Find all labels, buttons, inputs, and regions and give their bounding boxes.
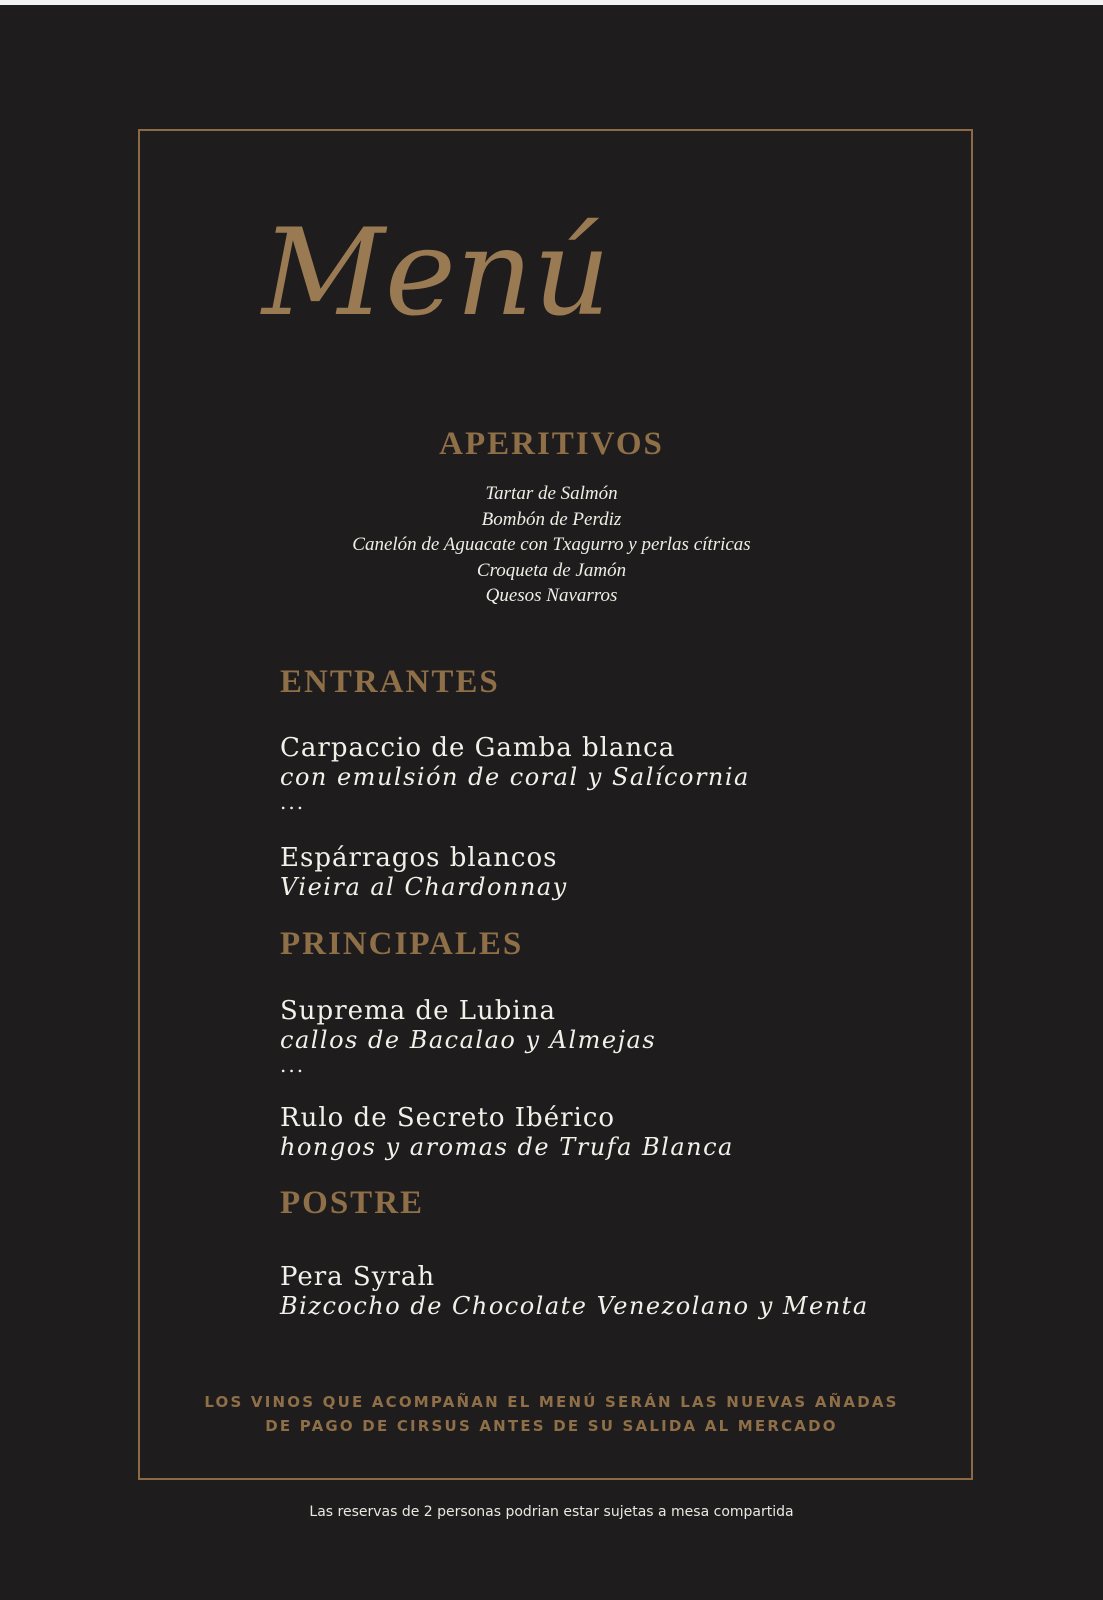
dish-pera-syrah xyxy=(280,1262,869,1320)
dish-name: Carpaccio de Gamba blanca xyxy=(280,733,676,763)
aperitivos-heading: APERITIVOS xyxy=(439,426,664,462)
dish-description: callos de Bacalao y Almejas xyxy=(280,1026,657,1054)
postre-heading: POSTRE xyxy=(280,1185,425,1221)
dish-esparragos xyxy=(280,843,568,901)
dish-name: Espárragos blancos xyxy=(280,843,558,873)
dish-name: Rulo de Secreto Ibérico xyxy=(280,1103,616,1133)
wine-note xyxy=(0,1390,1103,1438)
top-strip xyxy=(0,0,1103,5)
menu-title xyxy=(262,196,682,376)
dish-separator: ... xyxy=(280,790,306,814)
reservation-note: Las reservas de 2 personas podrian estar sujetas a mesa compartida xyxy=(309,1504,794,1520)
dish-carpaccio xyxy=(280,733,750,813)
aperitivo-item: Quesos Navarros xyxy=(485,585,618,606)
dish-name: Pera Syrah xyxy=(280,1262,436,1292)
principales-heading: PRINCIPALES xyxy=(280,926,524,962)
dish-name: Suprema de Lubina xyxy=(280,996,556,1026)
aperitivo-item: Tartar de Salmón xyxy=(485,483,618,504)
aperitivos-list xyxy=(0,481,1103,609)
dish-description: Bizcocho de Chocolate Venezolano y Menta xyxy=(280,1292,869,1320)
menu-title-text: Menú xyxy=(262,204,611,343)
dish-separator: ... xyxy=(280,1053,306,1077)
entrantes-heading: ENTRANTES xyxy=(280,664,500,700)
dish-suprema-lubina xyxy=(280,996,656,1076)
dish-description: con emulsión de coral y Salícornia xyxy=(280,763,750,791)
dish-description: hongos y aromas de Trufa Blanca xyxy=(280,1133,734,1161)
dish-rulo-secreto xyxy=(280,1103,734,1161)
aperitivo-item: Bombón de Perdiz xyxy=(481,508,622,530)
aperitivo-item: Canelón de Aguacate con Txagurro y perlas cítricas xyxy=(352,534,751,555)
aperitivo-item: Croqueta de Jamón xyxy=(476,559,627,581)
wine-note-line: DE PAGO DE CIRSUS ANTES DE SU SALIDA AL MERCADO xyxy=(265,1417,838,1435)
dish-description: Vieira al Chardonnay xyxy=(280,873,568,901)
wine-note-line: LOS VINOS QUE ACOMPAÑAN EL MENÚ SERÁN LAS NUEVAS AÑADAS xyxy=(204,1393,899,1411)
